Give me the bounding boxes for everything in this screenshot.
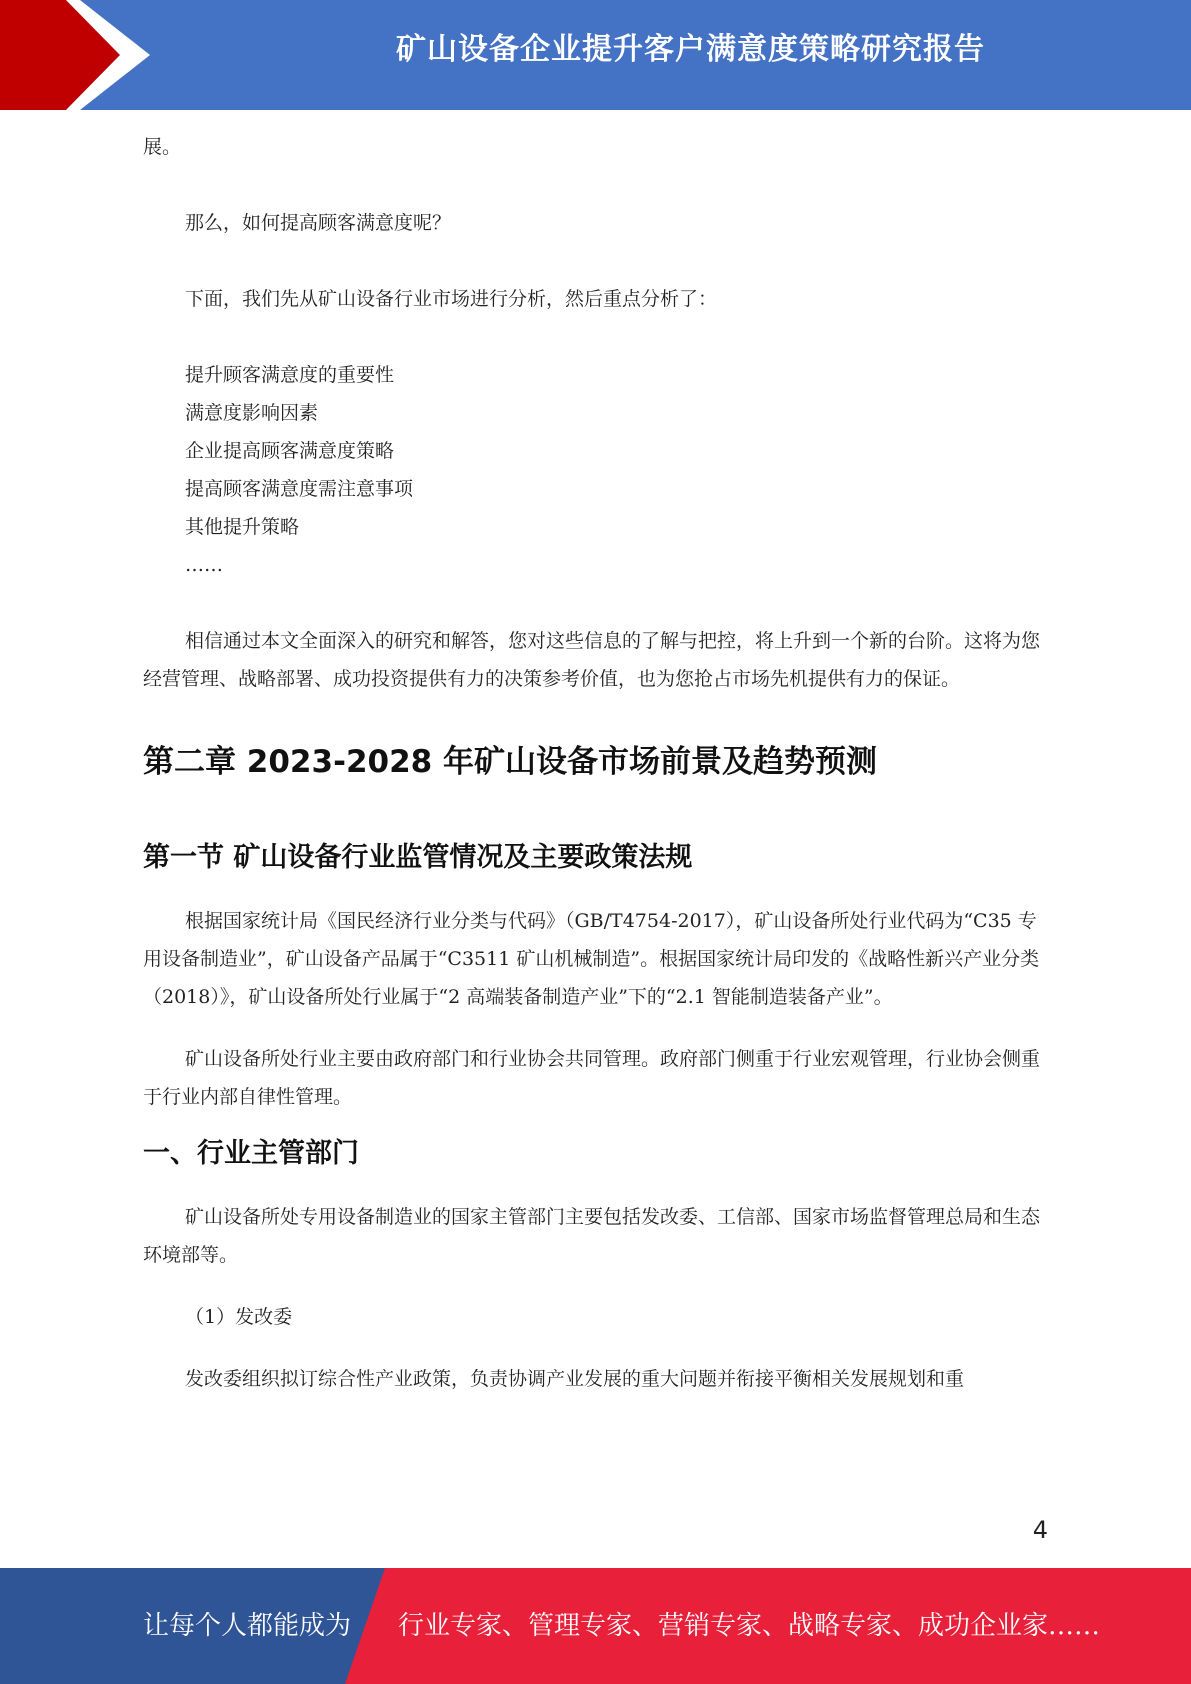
subsection-heading: 一、行业主管部门 xyxy=(143,1138,359,1169)
list-item: …… xyxy=(185,554,223,576)
header-arrow-decoration xyxy=(0,0,160,110)
page-content xyxy=(143,128,1045,1398)
document-title: 矿山设备企业提升客户满意度策略研究报告 xyxy=(396,32,985,67)
footer-slogan-left: 让每个人都能成为 xyxy=(143,1611,352,1641)
header-banner xyxy=(0,0,1191,110)
list-item: 提高顾客满意度需注意事项 xyxy=(185,478,414,500)
chapter-heading: 第二章 2023-2028 年矿山设备市场前景及趋势预测 xyxy=(143,744,878,780)
item-label: （1）发改委 xyxy=(185,1306,293,1328)
section-paragraph-1: 根据国家统计局《国民经济行业分类与代码》（GB/T4754-2017），矿山设备所处行业代码为“C35 专用设备制造业”，矿山设备产品属于“C3511 矿山机械制造”。根据国家统计局印发的《战略性新兴产业分类（2018）》，矿山设备所处行业属于“2 高端装备制造产业”下的“2.1 智能制造装备产业”。 xyxy=(143,910,1040,1008)
page-number: 4 xyxy=(1032,1516,1048,1544)
footer-slogan-right: 行业专家、管理专家、营销专家、战略专家、成功企业家…… xyxy=(398,1611,1101,1641)
list-item: 满意度影响因素 xyxy=(185,402,319,424)
closing-paragraph: 相信通过本文全面深入的研究和解答，您对这些信息的了解与把控，将上升到一个新的台阶。这将为您经营管理、战略部署、成功投资提供有力的决策参考价值，也为您抢占市场先机提供有力的保证。 xyxy=(143,630,1041,690)
list-item: 其他提升策略 xyxy=(185,516,300,538)
item-paragraph: 发改委组织拟订综合性产业政策，负责协调产业发展的重大问题并衔接平衡相关发展规划和重 xyxy=(185,1368,965,1390)
list-item: 提升顾客满意度的重要性 xyxy=(185,364,395,386)
intro-paragraph: 下面，我们先从矿山设备行业市场进行分析，然后重点分析了： xyxy=(185,288,718,310)
section-paragraph-2: 矿山设备所处行业主要由政府部门和行业协会共同管理。政府部门侧重于行业宏观管理，行业协会侧重于行业内部自律性管理。 xyxy=(143,1048,1041,1108)
subsection-paragraph: 矿山设备所处专用设备制造业的国家主管部门主要包括发改委、工信部、国家市场监督管理总局和生态环境部等。 xyxy=(143,1206,1041,1266)
list-item: 企业提高顾客满意度策略 xyxy=(185,440,395,462)
continued-paragraph-tail: 展。 xyxy=(143,136,182,158)
topic-list xyxy=(143,356,1045,584)
question-paragraph: 那么，如何提高顾客满意度呢？ xyxy=(185,212,452,234)
footer-banner xyxy=(0,1568,1191,1684)
section-heading: 第一节 矿山设备行业监管情况及主要政策法规 xyxy=(143,842,693,873)
